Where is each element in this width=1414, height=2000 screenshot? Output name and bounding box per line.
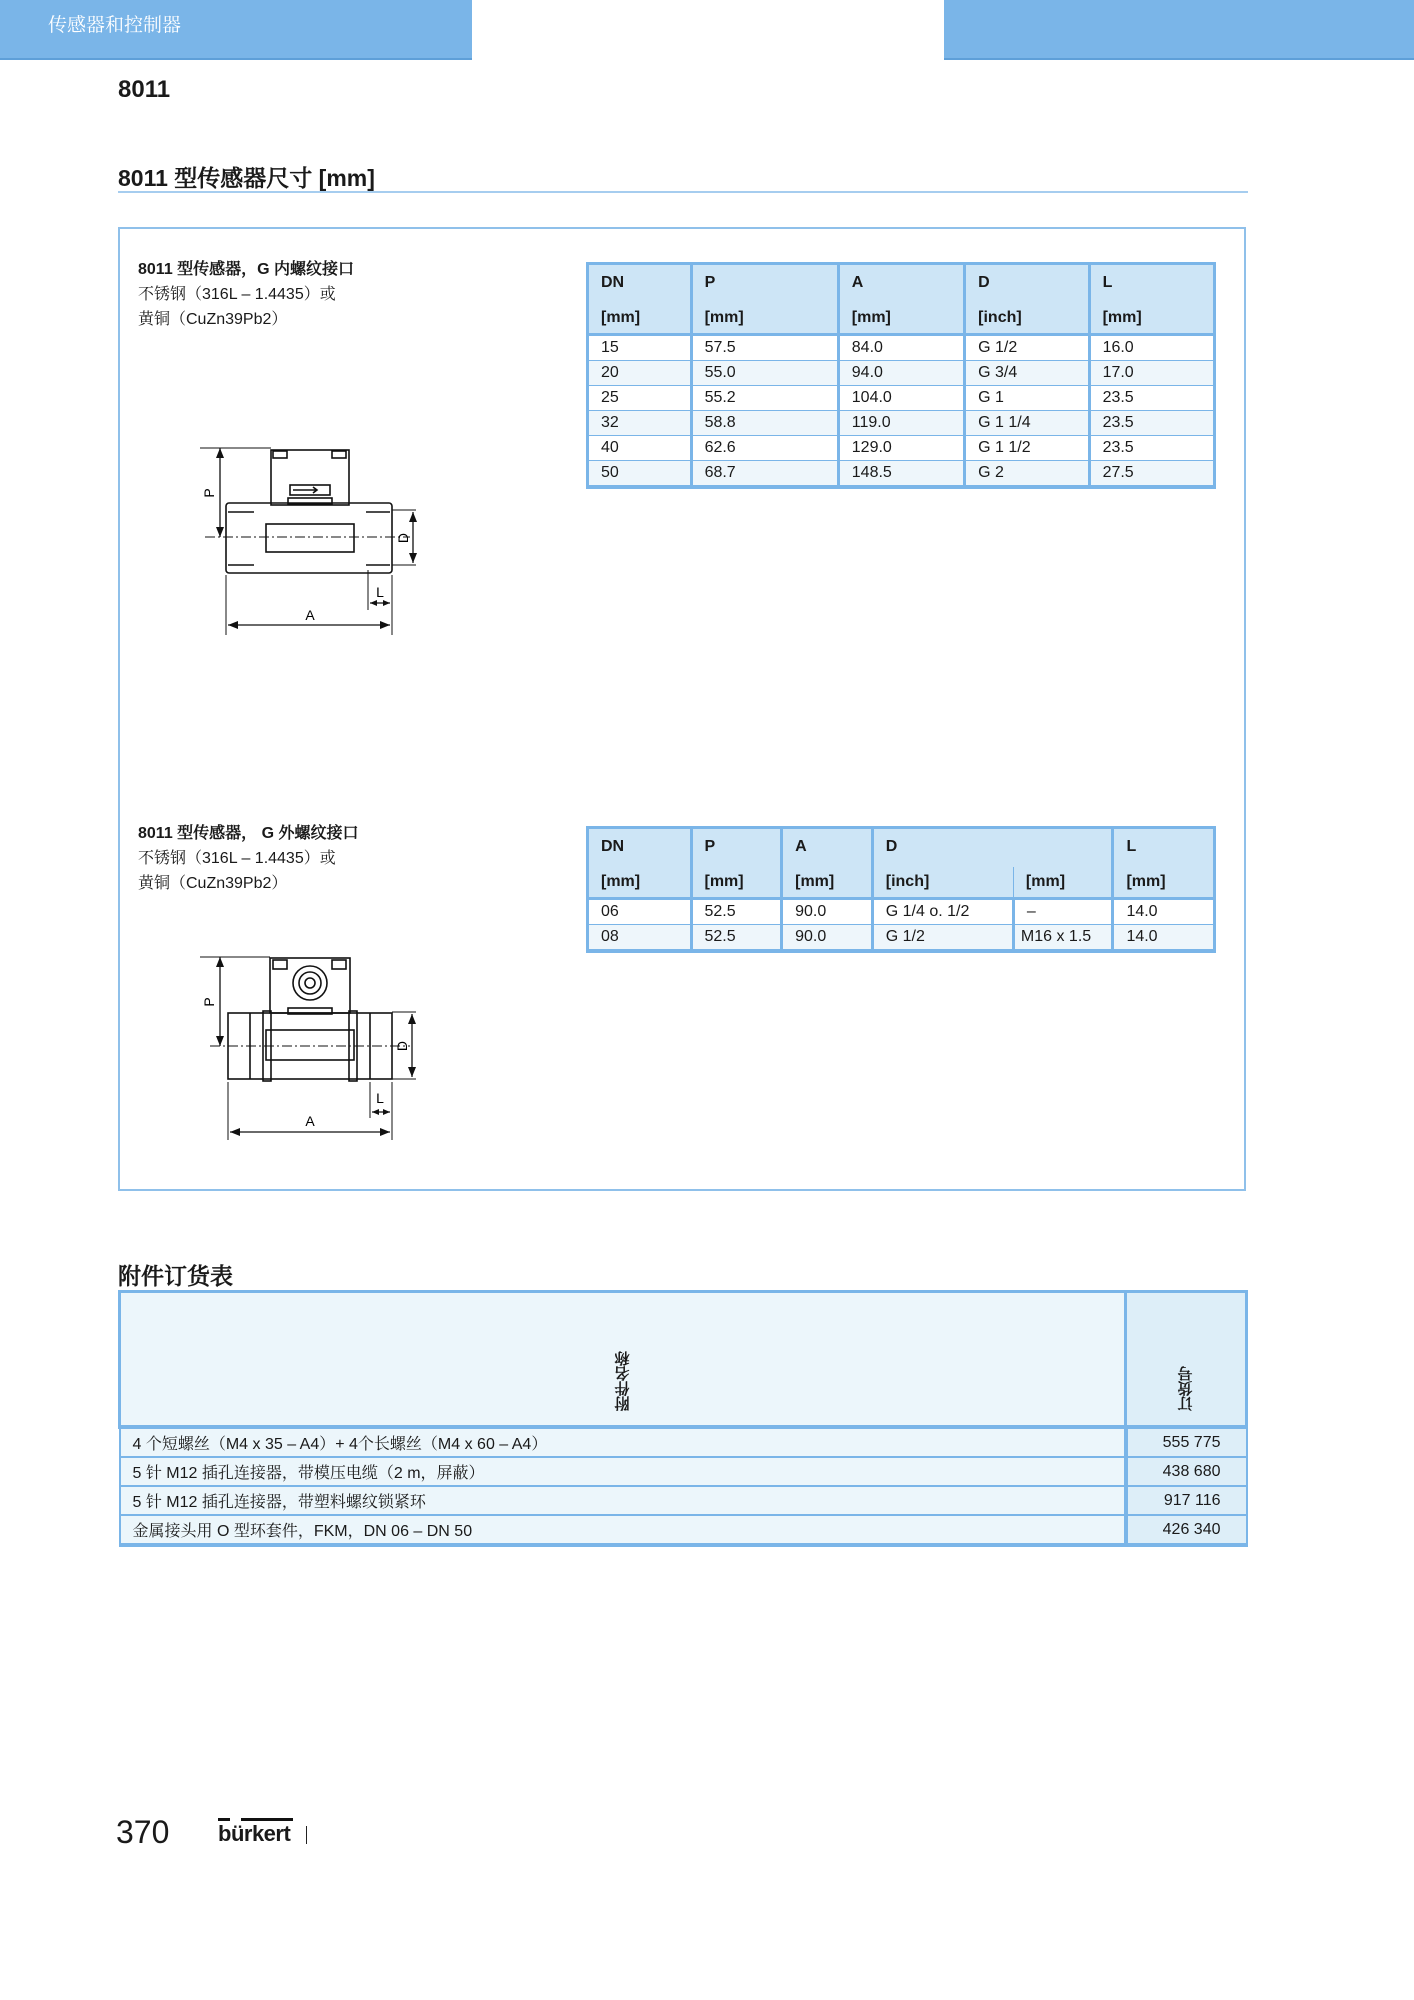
- cell-a: 104.0: [838, 386, 964, 411]
- cell-d: G 3/4: [965, 361, 1089, 386]
- col-header-accessory-name-text: 附件名称: [614, 1351, 631, 1411]
- accessory-name: 5 针 M12 插孔连接器，带模压电缆（2 m，屏蔽）: [120, 1457, 1126, 1486]
- external-dimensions-table: [586, 826, 1216, 953]
- drawing-label-a: A: [305, 1113, 315, 1129]
- cell-dn: 15: [588, 335, 692, 361]
- cell-p: 68.7: [691, 461, 838, 488]
- cell-dn: 25: [588, 386, 692, 411]
- cell-a: 129.0: [838, 436, 964, 461]
- brand-name: bürkert: [218, 1821, 291, 1846]
- table-row: [588, 436, 1215, 461]
- cell-p: 62.6: [691, 436, 838, 461]
- external-material-line2: 黄铜（CuZn39Pb2）: [138, 875, 288, 892]
- col-unit-p: [mm]: [691, 867, 782, 899]
- drawing-label-d: D: [394, 1040, 410, 1052]
- page-number: 370: [116, 1814, 170, 1850]
- cell-l: 16.0: [1089, 335, 1214, 361]
- col-header-d: D: [872, 828, 1113, 868]
- table-row: [588, 461, 1215, 488]
- col-header-order-number-text: 订货号: [1177, 1366, 1195, 1411]
- cell-a: 84.0: [838, 335, 964, 361]
- col-header-a: A: [838, 264, 964, 304]
- internal-title: 8011 型传感器，G 内螺纹接口: [138, 261, 355, 278]
- cell-dn: 50: [588, 461, 692, 488]
- table-row: [588, 411, 1215, 436]
- accessories-table: [118, 1290, 1248, 1547]
- cell-d-inch: G 1/2: [872, 925, 1013, 952]
- table-row: [120, 1457, 1247, 1486]
- table-row: [120, 1515, 1247, 1545]
- col-unit-l: [mm]: [1113, 867, 1215, 899]
- table-row: [588, 335, 1215, 361]
- col-unit-d: [inch]: [965, 303, 1089, 335]
- accessory-order-number: 555 775: [1126, 1427, 1247, 1457]
- cell-a: 119.0: [838, 411, 964, 436]
- col-unit-a: [mm]: [782, 867, 873, 899]
- external-material-line1: 不锈钢（316L – 1.4435）或: [138, 850, 336, 867]
- cell-l: 23.5: [1089, 436, 1214, 461]
- col-unit-dn: [mm]: [588, 303, 692, 335]
- cell-dn: 20: [588, 361, 692, 386]
- cell-a: 90.0: [782, 925, 873, 952]
- model-number: 8011: [118, 76, 171, 103]
- col-unit-a: [mm]: [838, 303, 964, 335]
- col-header-l: L: [1089, 264, 1214, 304]
- cell-d-inch: G 1/4 o. 1/2: [872, 899, 1013, 925]
- cell-p: 52.5: [691, 899, 782, 925]
- accessory-name: 金属接头用 O 型环套件，FKM，DN 06 – DN 50: [120, 1515, 1126, 1545]
- col-unit-l: [mm]: [1089, 303, 1214, 335]
- drawing-label-l: L: [376, 1090, 384, 1106]
- internal-description: [138, 257, 354, 332]
- internal-dimensions-table: [586, 262, 1216, 489]
- cell-l: 14.0: [1113, 925, 1215, 952]
- col-unit-d-inch: [inch]: [872, 867, 1013, 899]
- table-row: [588, 361, 1215, 386]
- accessory-name: 4 个短螺丝（M4 x 35 – A4）+ 4个长螺丝（M4 x 60 – A4）: [120, 1427, 1126, 1457]
- cell-p: 57.5: [691, 335, 838, 361]
- cell-d: G 2: [965, 461, 1089, 488]
- cell-a: 148.5: [838, 461, 964, 488]
- internal-thread-sensor-drawing: [180, 430, 440, 650]
- internal-material-line1: 不锈钢（316L – 1.4435）或: [138, 286, 336, 303]
- section-divider: [118, 191, 1248, 193]
- accessory-order-number: 917 116: [1126, 1486, 1247, 1515]
- col-header-p: P: [691, 264, 838, 304]
- drawing-label-a: A: [305, 607, 315, 623]
- drawing-body: [226, 503, 392, 573]
- col-header-accessory-name: [120, 1292, 1126, 1428]
- cell-dn: 32: [588, 411, 692, 436]
- col-unit-dn: [mm]: [588, 867, 692, 899]
- external-title: 8011 型传感器， G 外螺纹接口: [138, 825, 359, 842]
- drawing-label-l: L: [376, 584, 384, 600]
- cell-d: G 1/2: [965, 335, 1089, 361]
- cell-l: 14.0: [1113, 899, 1215, 925]
- col-header-dn: DN: [588, 828, 692, 868]
- external-description: [138, 821, 359, 896]
- cell-l: 17.0: [1089, 361, 1214, 386]
- header-accent-bar: [944, 0, 1414, 60]
- header-category-bar: [0, 0, 472, 60]
- drawing-m12-connector: [293, 966, 327, 1000]
- drawing-label-p: P: [201, 997, 217, 1007]
- cell-a: 94.0: [838, 361, 964, 386]
- cell-a: 90.0: [782, 899, 873, 925]
- col-header-p: P: [691, 828, 782, 868]
- cell-dn: 08: [588, 925, 692, 952]
- col-unit-p: [mm]: [691, 303, 838, 335]
- cell-p: 55.2: [691, 386, 838, 411]
- cell-l: 23.5: [1089, 386, 1214, 411]
- cell-d: G 1 1/4: [965, 411, 1089, 436]
- cell-d: G 1 1/2: [965, 436, 1089, 461]
- table-row: [120, 1486, 1247, 1515]
- header-category: 传感器和控制器: [48, 15, 182, 36]
- table-row: [588, 386, 1215, 411]
- external-thread-sensor-drawing: [180, 940, 440, 1140]
- accessory-order-number: 438 680: [1126, 1457, 1247, 1486]
- cell-d: G 1: [965, 386, 1089, 411]
- section-title-dimensions: 8011 型传感器尺寸 [mm]: [118, 165, 375, 191]
- cell-p: 55.0: [691, 361, 838, 386]
- burkert-logo: [218, 1818, 296, 1848]
- cell-dn: 06: [588, 899, 692, 925]
- col-header-dn: DN: [588, 264, 692, 304]
- cell-l: 27.5: [1089, 461, 1214, 488]
- col-header-order-number: [1126, 1292, 1247, 1428]
- col-header-l: L: [1113, 828, 1215, 868]
- cell-p: 52.5: [691, 925, 782, 952]
- cell-l: 23.5: [1089, 411, 1214, 436]
- accessory-order-number: 426 340: [1126, 1515, 1247, 1545]
- cell-d-mm: –: [1013, 899, 1113, 925]
- drawing-label-p: P: [201, 488, 217, 498]
- accessory-name: 5 针 M12 插孔连接器，带塑料螺纹锁紧环: [120, 1486, 1126, 1515]
- col-header-a: A: [782, 828, 873, 868]
- table-row: [120, 1427, 1247, 1457]
- cell-p: 58.8: [691, 411, 838, 436]
- section-title-accessories: 附件订货表: [118, 1263, 233, 1289]
- table-row: [588, 925, 1215, 952]
- footer-separator: [306, 1826, 307, 1844]
- table-row: [588, 899, 1215, 925]
- cell-dn: 40: [588, 436, 692, 461]
- col-unit-d-mm: [mm]: [1013, 867, 1113, 899]
- internal-material-line2: 黄铜（CuZn39Pb2）: [138, 311, 288, 328]
- drawing-label-d: D: [395, 532, 411, 544]
- col-header-d: D: [965, 264, 1089, 304]
- cell-d-mm: M16 x 1.5: [1013, 925, 1113, 952]
